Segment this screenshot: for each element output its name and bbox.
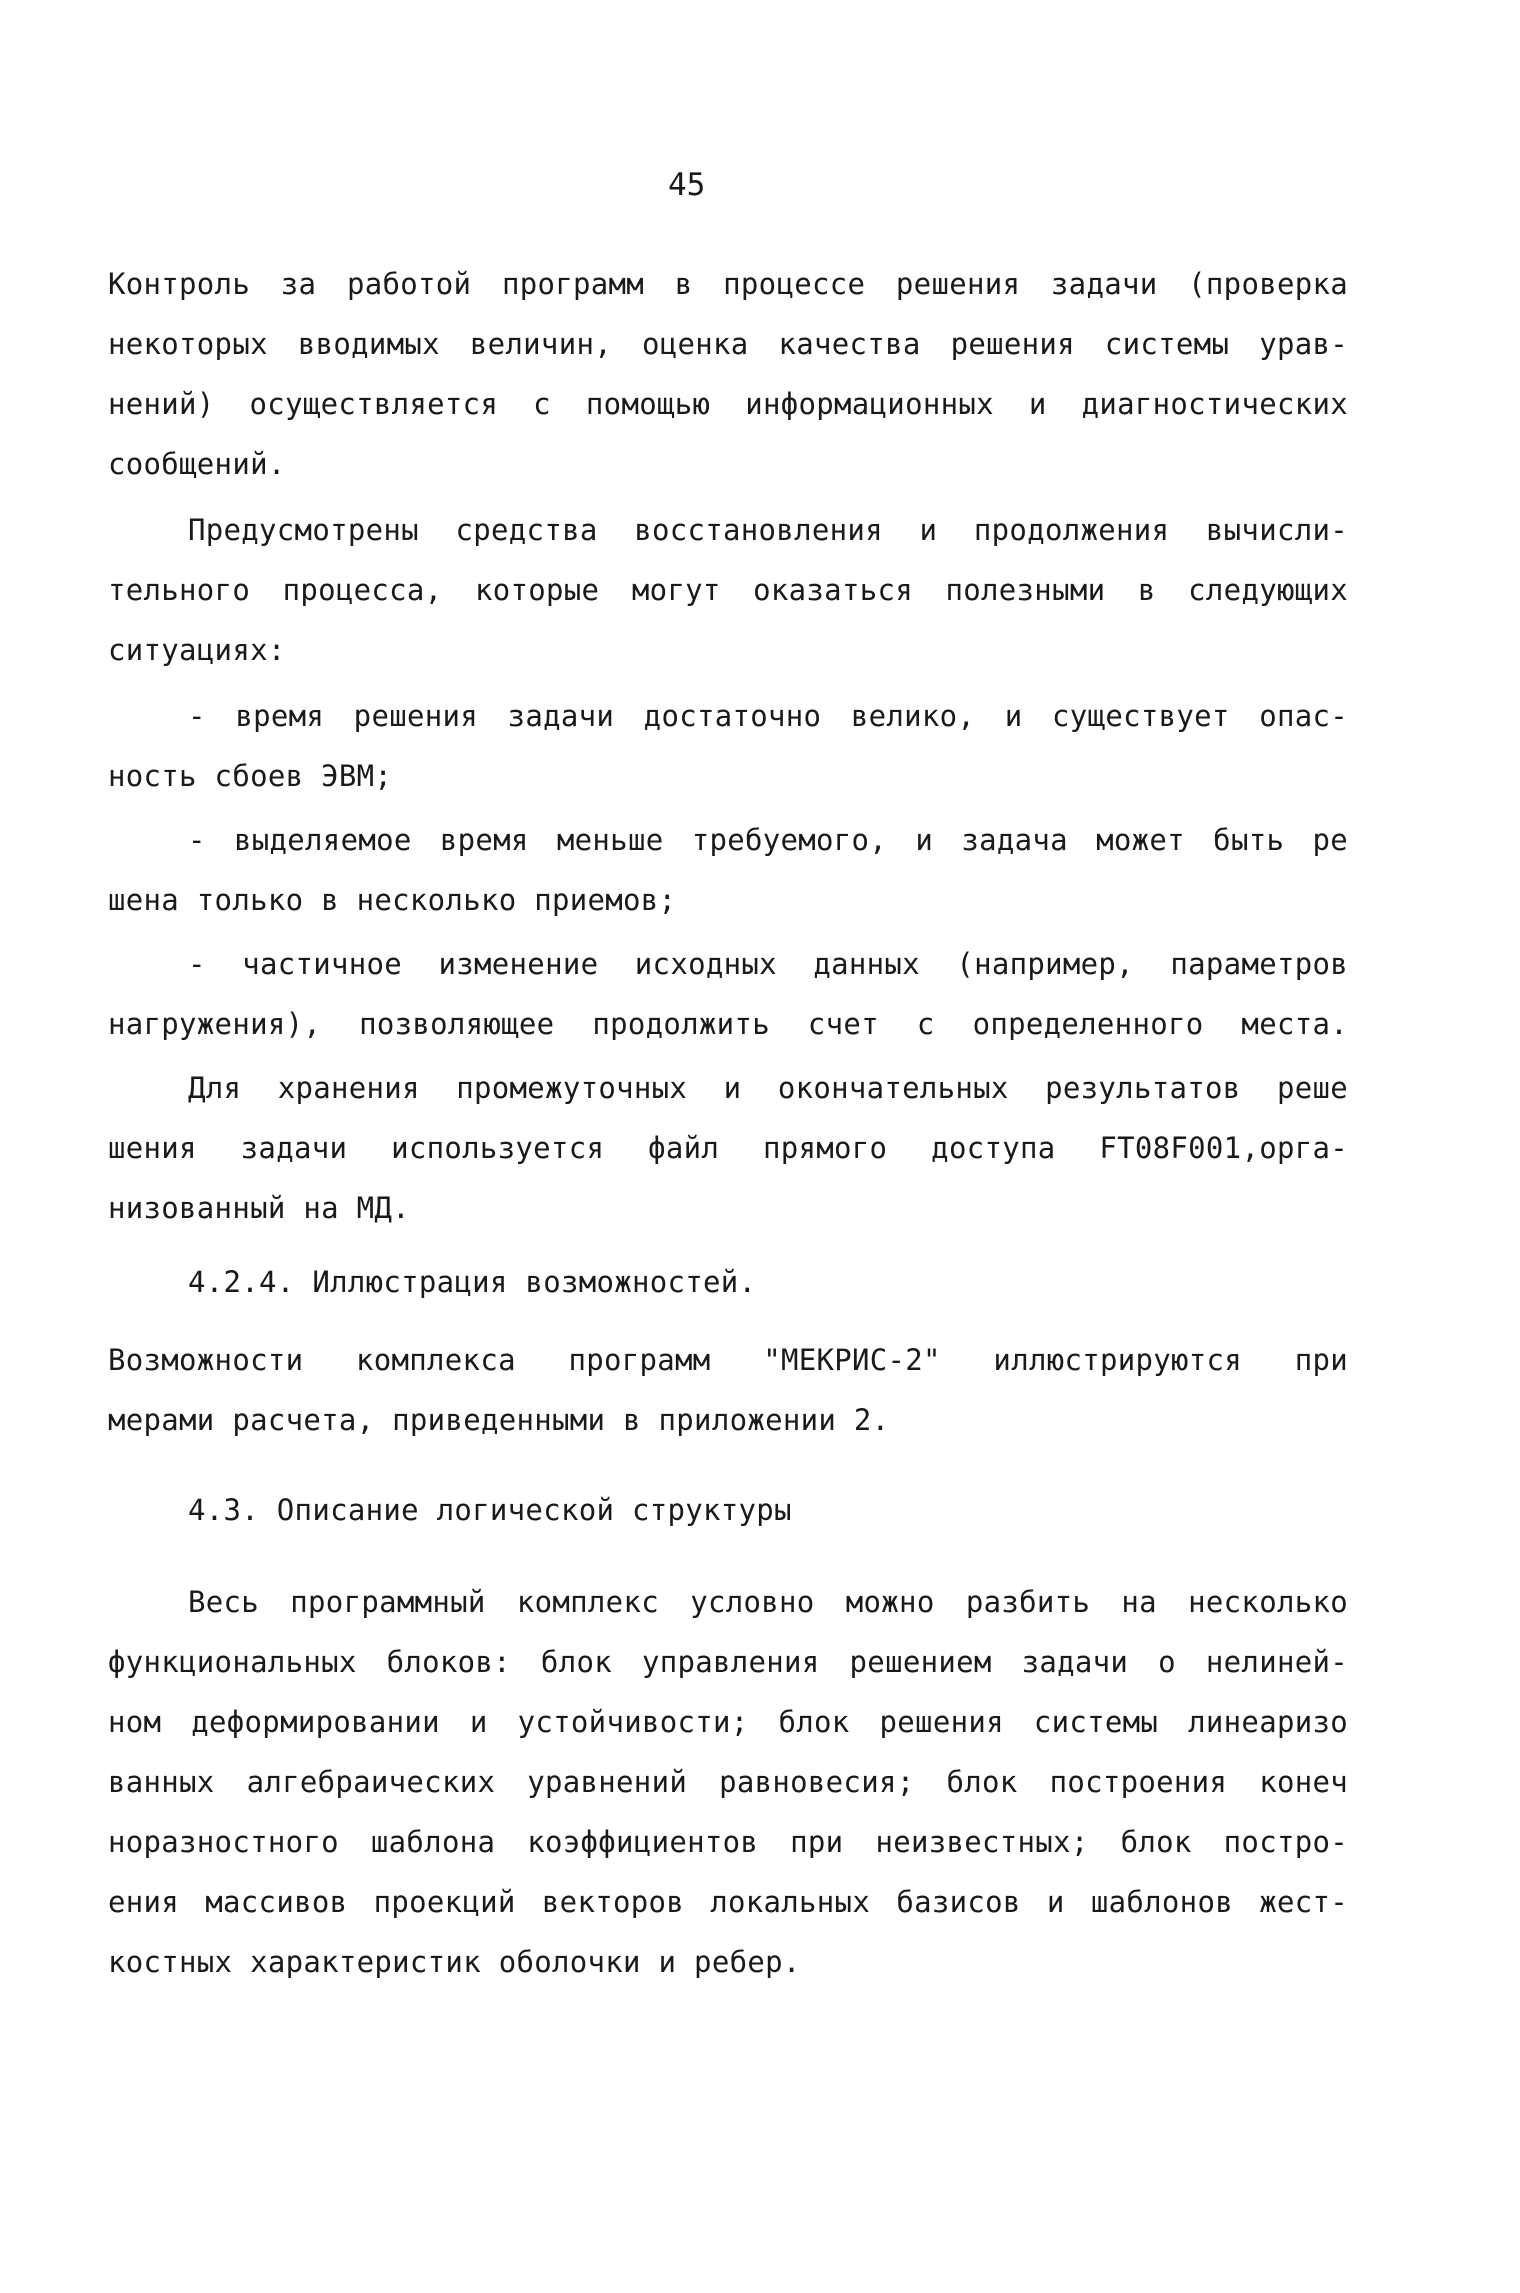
list-item-line: шена только в несколько приемов; <box>108 883 677 917</box>
text-line: ситуациях: <box>108 633 286 667</box>
text-line: Контроль за работой программ в процессе решения задачи (проверка <box>108 267 1348 301</box>
text-line: костных характеристик оболочки и ребер. <box>108 1945 801 1979</box>
text-line: тельного процесса, которые могут оказаться полезными в следующих <box>108 573 1348 607</box>
text-line: сообщений. <box>108 447 286 481</box>
text-line: мерами расчета, приведенными в приложении 2. <box>108 1403 890 1437</box>
text-line: функциональных блоков: блок управления решением задачи о нелиней- <box>108 1645 1348 1679</box>
page-number: 45 <box>668 167 706 203</box>
text-line: нений) осуществляется с помощью информационных и диагностических <box>108 387 1348 421</box>
text-line: Для хранения промежуточных и окончательных результатов реше <box>188 1071 1348 1105</box>
text-line: Весь программный комплекс условно можно разбить на несколько <box>188 1585 1348 1619</box>
text-line: низованный на МД. <box>108 1191 410 1225</box>
list-item-line: нагружения), позволяющее продолжить счет с определенного места. <box>108 1007 1348 1041</box>
list-item-line: - частичное изменение исходных данных (например, параметров <box>188 947 1348 981</box>
list-item-line: - время решения задачи достаточно велико, и существует опас- <box>188 699 1348 733</box>
section-heading: 4.2.4. Иллюстрация возможностей. <box>188 1265 757 1299</box>
section-heading: 4.3. Описание логической структуры <box>188 1493 792 1527</box>
text-line: ения массивов проекций векторов локальных базисов и шаблонов жест- <box>108 1885 1348 1919</box>
text-line: Предусмотрены средства восстановления и продолжения вычисли- <box>188 513 1348 547</box>
list-item-line: ность сбоев ЭВМ; <box>108 759 393 793</box>
text-line: ном деформировании и устойчивости; блок решения системы линеаризо <box>108 1705 1348 1739</box>
text-line: некоторых вводимых величин, оценка качества решения системы урав- <box>108 327 1348 361</box>
text-line: шения задачи используется файл прямого доступа FT08F001,орга- <box>108 1131 1348 1165</box>
text-line: ванных алгебраических уравнений равновесия; блок построения конеч <box>108 1765 1348 1799</box>
text-line: Возможности комплекса программ "МЕКРИС-2" иллюстрируются при <box>108 1343 1348 1377</box>
text-line: норазностного шаблона коэффициентов при неизвестных; блок постро- <box>108 1825 1348 1859</box>
list-item-line: - выделяемое время меньше требуемого, и задача может быть ре <box>188 823 1348 857</box>
